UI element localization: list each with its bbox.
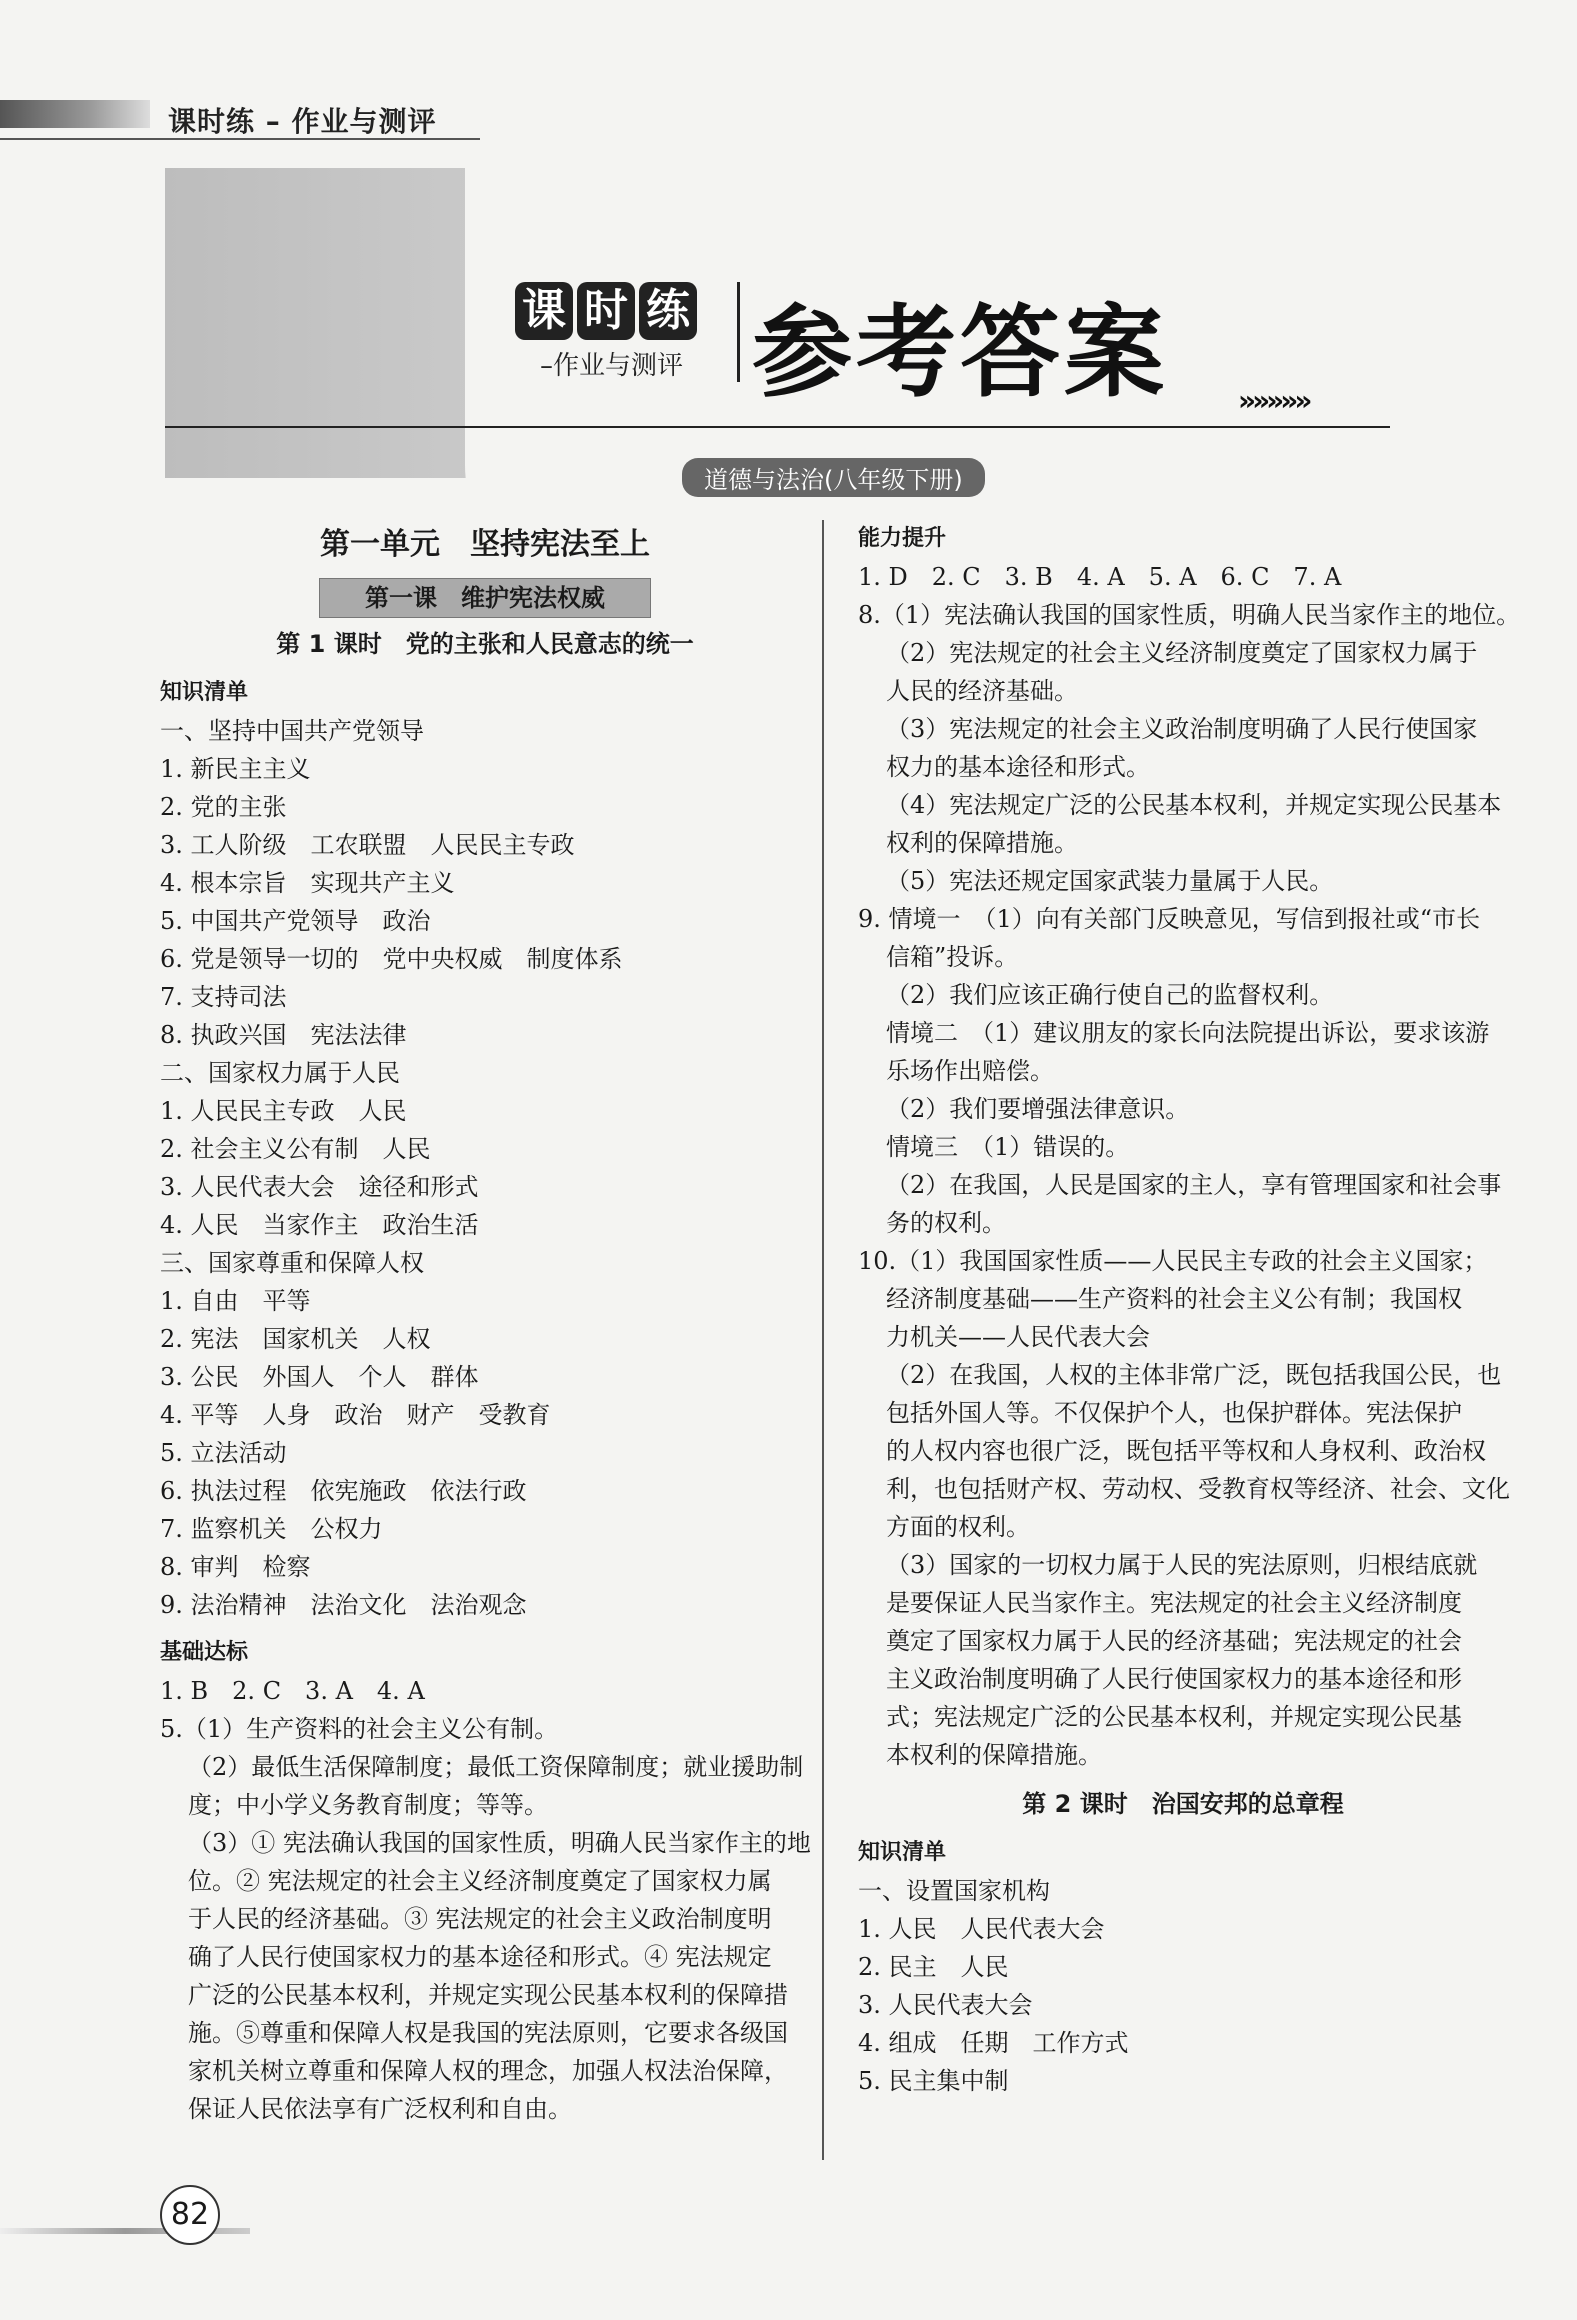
answer-line: （4）宪法规定广泛的公民基本权利，并规定实现公民基本 — [886, 791, 1502, 819]
header-rule — [0, 138, 480, 140]
answer-line: 1. D 2. C 3. B 4. A 5. A 6. C 7. A — [858, 563, 1342, 591]
header-decoration-bar — [0, 100, 150, 128]
list-item: 4. 组成 任期 工作方式 — [858, 2029, 1129, 2057]
answer-line: （2）我们应该正确行使自己的监督权利。 — [886, 981, 1334, 1009]
knowledge-list — [160, 712, 810, 1624]
answer-line: 本权利的保障措施。 — [886, 1741, 1102, 1769]
answer-line: 广泛的公民基本权利，并规定实现公民基本权利的保障措 — [188, 1981, 788, 2009]
list-item: 4. 根本宗旨 实现共产主义 — [160, 869, 455, 897]
logo-separator — [737, 282, 740, 382]
list-item: 2. 党的主张 — [160, 793, 287, 821]
answer-line: 10.（1）我国国家性质——人民民主专政的社会主义国家； — [858, 1247, 1488, 1275]
answer-line: 的人权内容也很广泛，既包括平等权和人身权利、政治权 — [886, 1437, 1486, 1465]
list-item: 3. 公民 外国人 个人 群体 — [160, 1363, 479, 1391]
answer-line: 人民的经济基础。 — [886, 677, 1078, 705]
answer-line: 奠定了国家权力属于人民的经济基础；宪法规定的社会 — [886, 1627, 1462, 1655]
logo-subtitle: –作业与测评 — [540, 351, 684, 381]
answer-line: 式；宪法规定广泛的公民基本权利，并规定实现公民基 — [886, 1703, 1462, 1731]
banner-rule — [165, 426, 1390, 428]
answer-line: 乐场作出赔偿。 — [886, 1057, 1054, 1085]
basic-answers — [160, 1672, 810, 2128]
list-item: 3. 人民代表大会 — [858, 1991, 1033, 2019]
answer-line: （2）最低生活保障制度；最低工资保障制度；就业援助制 — [188, 1753, 804, 1781]
list-item: 6. 党是领导一切的 党中央权威 制度体系 — [160, 945, 623, 973]
list-item: 8. 执政兴国 宪法法律 — [160, 1021, 407, 1049]
header-title: 课时练 – 作业与测评 — [168, 105, 437, 138]
lesson-title: 第一课 维护宪法权威 — [319, 578, 651, 618]
answer-line: 于人民的经济基础。③ 宪法规定的社会主义政治制度明 — [188, 1905, 772, 1933]
answer-line: （5）宪法还规定国家武装力量属于人民。 — [886, 867, 1334, 895]
list-item: 3. 人民代表大会 途径和形式 — [160, 1173, 479, 1201]
list-item: 二、国家权力属于人民 — [160, 1059, 400, 1087]
answer-line: 位。② 宪法规定的社会主义经济制度奠定了国家权力属 — [188, 1867, 772, 1895]
list-item: 9. 法治精神 法治文化 法治观念 — [160, 1591, 527, 1619]
list-item: 3. 工人阶级 工农联盟 人民民主专政 — [160, 831, 575, 859]
answer-line: 保证人民依法享有广泛权利和自由。 — [188, 2095, 572, 2123]
answer-line: （2）在我国，人民是国家的主人，享有管理国家和社会事 — [886, 1171, 1502, 1199]
list-item: 1. 人民 人民代表大会 — [858, 1915, 1105, 1943]
answer-line: 方面的权利。 — [886, 1513, 1030, 1541]
list-item: 7. 监察机关 公权力 — [160, 1515, 383, 1543]
page-title: 参考答案 — [752, 294, 1168, 411]
answer-line: （3）国家的一切权力属于人民的宪法原则，归根结底就 — [886, 1551, 1478, 1579]
logo-char: 时 — [577, 282, 635, 340]
list-item: 一、坚持中国共产党领导 — [160, 717, 424, 745]
answer-line: 利，也包括财产权、劳动权、受教育权等经济、社会、文化 — [886, 1475, 1510, 1503]
answer-line: 权力的基本途径和形式。 — [886, 753, 1150, 781]
list-item: 5. 民主集中制 — [858, 2067, 1009, 2095]
list-item: 1. 自由 平等 — [160, 1287, 311, 1315]
answer-line: 主义政治制度明确了人民行使国家权力的基本途径和形 — [886, 1665, 1462, 1693]
section-heading: 能力提升 — [858, 526, 947, 551]
list-item: 4. 平等 人身 政治 财产 受教育 — [160, 1401, 551, 1429]
list-item: 1. 人民民主专政 人民 — [160, 1097, 407, 1125]
arrows-icon: »»»»» — [1238, 384, 1309, 417]
session-title: 第 1 课时 党的主张和人民意志的统一 — [276, 630, 694, 658]
logo — [515, 282, 697, 340]
unit-title: 第一单元 坚持宪法至上 — [320, 527, 650, 562]
answer-line: 施。⑤尊重和保障人权是我国的宪法原则，它要求各级国 — [188, 2019, 788, 2047]
list-item: 5. 中国共产党领导 政治 — [160, 907, 431, 935]
right-column — [858, 520, 1521, 2100]
list-item: 一、设置国家机构 — [858, 1877, 1050, 1905]
answer-line: （3）① 宪法确认我国的国家性质，明确人民当家作主的地 — [188, 1829, 811, 1857]
list-item: 8. 审判 检察 — [160, 1553, 311, 1581]
answer-line: 确了人民行使国家权力的基本途径和形式。④ 宪法规定 — [188, 1943, 772, 1971]
subject-badge: 道德与法治(八年级下册) — [682, 458, 985, 497]
answer-line: 是要保证人民当家作主。宪法规定的社会主义经济制度 — [886, 1589, 1462, 1617]
answer-line: 力机关——人民代表大会 — [886, 1323, 1150, 1351]
list-item: 6. 执法过程 依宪施政 依法行政 — [160, 1477, 527, 1505]
answer-line: 务的权利。 — [886, 1209, 1006, 1237]
list-item: 4. 人民 当家作主 政治生活 — [160, 1211, 479, 1239]
list-item: 三、国家尊重和保障人权 — [160, 1249, 424, 1277]
answer-line: （2）在我国，人权的主体非常广泛，既包括我国公民，也 — [886, 1361, 1502, 1389]
knowledge-list — [858, 1872, 1508, 2100]
list-item: 2. 宪法 国家机关 人权 — [160, 1325, 431, 1353]
section-heading: 知识清单 — [160, 680, 249, 705]
answer-line: 9. 情境一 （1）向有关部门反映意见，写信到报社或“市长 — [858, 905, 1481, 933]
answer-line: （3）宪法规定的社会主义政治制度明确了人民行使国家 — [886, 715, 1478, 743]
answer-line: 家机关树立尊重和保障人权的理念，加强人权法治保障， — [188, 2057, 788, 2085]
list-item: 7. 支持司法 — [160, 983, 287, 1011]
session-title: 第 2 课时 治国安邦的总章程 — [1022, 1790, 1344, 1818]
list-item: 1. 新民主主义 — [160, 755, 311, 783]
answer-line: （2）宪法规定的社会主义经济制度奠定了国家权力属于 — [886, 639, 1478, 667]
list-item: 5. 立法活动 — [160, 1439, 287, 1467]
answer-line: 经济制度基础——生产资料的社会主义公有制；我国权 — [886, 1285, 1462, 1313]
answer-line: 度；中小学义务教育制度；等等。 — [188, 1791, 548, 1819]
left-column — [160, 520, 810, 2128]
list-item: 2. 社会主义公有制 人民 — [160, 1135, 431, 1163]
answer-line: 1. B 2. C 3. A 4. A — [160, 1677, 425, 1705]
list-item: 2. 民主 人民 — [858, 1953, 1009, 1981]
answer-line: 5.（1）生产资料的社会主义公有制。 — [160, 1715, 559, 1743]
column-divider — [822, 520, 824, 2160]
answer-line: 权利的保障措施。 — [886, 829, 1078, 857]
answer-line: 信箱”投诉。 — [886, 943, 1019, 971]
answer-line: 包括外国人等。不仅保护个人，也保护群体。宪法保护 — [886, 1399, 1462, 1427]
section-heading: 基础达标 — [160, 1640, 249, 1665]
page-number: 82 — [160, 2185, 220, 2245]
section-heading: 知识清单 — [858, 1840, 947, 1865]
logo-char: 练 — [639, 282, 697, 340]
answer-line: （2）我们要增强法律意识。 — [886, 1095, 1190, 1123]
answer-line: 情境二 （1）建议朋友的家长向法院提出诉讼，要求该游 — [886, 1019, 1490, 1047]
ability-answers — [858, 558, 1521, 1774]
answer-line: 8.（1）宪法确认我国的国家性质，明确人民当家作主的地位。 — [858, 601, 1521, 629]
answer-line: 情境三 （1）错误的。 — [886, 1133, 1130, 1161]
logo-char: 课 — [515, 282, 573, 340]
